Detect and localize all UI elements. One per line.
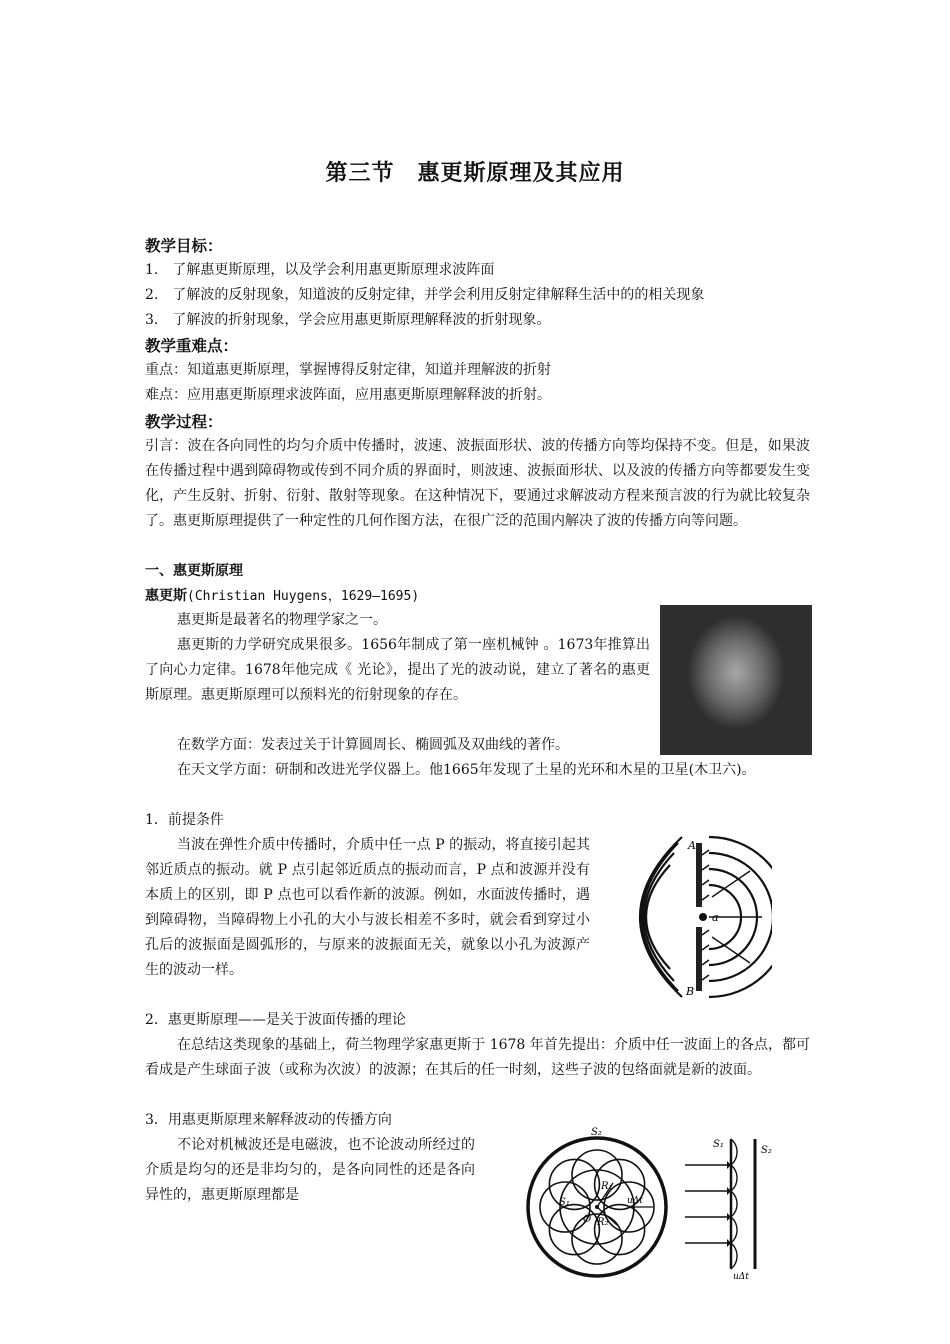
bio-paragraph-1: 惠更斯是最著名的物理学家之一。 [177,612,387,628]
page-title: 第三节 惠更斯原理及其应用 [325,160,625,186]
spherical-label-r1: R₁ [601,1181,613,1192]
spherical-wave-figure [525,1125,670,1285]
spherical-label-o: O [583,1214,592,1225]
spherical-label-s1: S₁ [559,1197,570,1208]
sub2-paragraph: 在总结这类现象的基础上，荷兰物理学家惠更斯于 1678 年首先提出：介质中任一波面上的各点，都可看成是产生球面子波（或称为次波）的波源；在其后的任一时刻，这些子波的包络面就是新的波面。 [145,1037,810,1078]
spherical-label-udt: uΔt [627,1196,643,1206]
keypoints-heading: 教学重难点： [145,336,239,355]
sub1-heading: 1．前提条件 [145,812,224,828]
objective-item-3: 3. 了解波的折射现象，学会应用惠更斯原理解释波的折射现象。 [145,312,551,328]
sub3-paragraph: 不论对机械波还是电磁波，也不论波动所经过的介质是均匀的还是非均匀的，是各向同性的还是各向异性的，惠更斯原理都是 [145,1137,475,1203]
bio-name-latin: (Christian Huygens，1629—1695) [187,589,420,604]
sub2-heading: 2．惠更斯原理——是关于波面传播的理论 [145,1012,406,1028]
difficult-point: 难点：应用惠更斯原理求波阵面，应用惠更斯原理解释波的折射。 [145,387,551,403]
objective-item-2: 2. 了解波的反射现象，知道波的反射定律，并学会利用反射定律解释生活中的的相关现象 [145,287,705,303]
section1-heading: 一、惠更斯原理 [145,563,243,579]
objectives-heading: 教学目标： [145,236,223,255]
key-point: 重点：知道惠更斯原理，掌握博得反射定律，知道并理解波的折射 [145,362,551,378]
sub3-heading: 3．用惠更斯原理来解释波动的传播方向 [145,1112,392,1128]
spherical-label-s2: S₂ [591,1127,602,1138]
plane-label-s1: S₁ [713,1139,724,1150]
barrier-label-hole: a [712,911,719,924]
bio-paragraph-4: 在天文学方面：研制和改进光学仪器上。他1665年发现了土星的光环和木星的卫星(木卫六)。 [177,762,756,778]
objective-item-1: 1. 了解惠更斯原理，以及学会利用惠更斯原理求波阵面 [145,262,495,278]
bio-paragraph-2: 惠更斯的力学研究成果很多。1656年制成了第一座机械钟 。1673年推算出了向心力定律。1678年他完成《 光论》，提出了光的波动说，建立了著名的惠更斯原理。惠更斯原理可以预料光的衍射现象的存在。 [145,637,650,703]
barrier-label-a-top: A [688,839,696,852]
barrier-label-b-bottom: B [686,985,695,998]
bio-name: 惠更斯 [145,588,187,604]
spherical-label-r2: R₂ [597,1217,609,1228]
plane-label-s2: S₂ [761,1145,772,1156]
plane-wave-figure [683,1135,793,1280]
barrier-diffraction-figure [612,835,772,1000]
intro-paragraph: 引言：波在各向同性的均匀介质中传播时，波速、波振面形状、波的传播方向等均保持不变。但是，如果波在传播过程中遇到障碍物或传到不同介质的界面时，则波速、波振面形状、以及波的传播方向等都要发生变化，产生反射、折射、衍射、散射等现象。在这种情况下，要通过求解波动方程来预言波的行为就比较复杂了。惠更斯原理提供了一种定性的几何作图方法，在很广泛的范围内解决了波的传播方向等问题。 [145,438,810,529]
sub1-paragraph: 当波在弹性介质中传播时，介质中任一点 P 的振动，将直接引起其邻近质点的振动。就 P 点引起邻近质点的振动而言，P 点和波源并没有本质上的区别，即 P 点也可以看作新的波源。例如，水面波传播时，遇到障碍物，当障碍物上小孔的大小与波长相差不多时，就会看到穿过小孔后的波振面是圆弧形的，与原来的波振面无关，就象以小孔为波源产生的波动一样。 [145,837,590,978]
plane-label-udt: uΔt [733,1272,749,1280]
huygens-portrait [660,605,812,755]
process-heading: 教学过程： [145,412,223,431]
bio-paragraph-3: 在数学方面：发表过关于计算圆周长、椭圆弧及双曲线的著作。 [177,737,569,753]
